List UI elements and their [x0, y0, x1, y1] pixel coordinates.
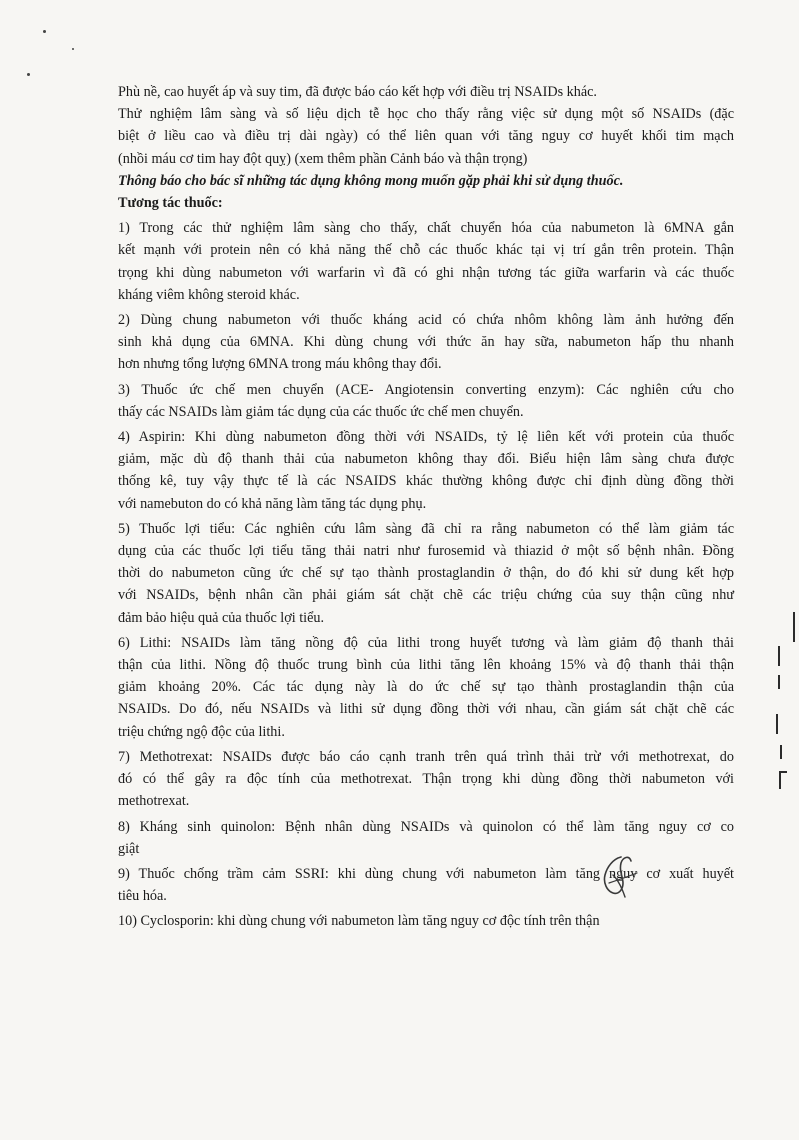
text-line: với NSAIDs, bệnh nhân cần phải giám sát chặt chẽ các triệu chứng của suy thận cũng như: [118, 587, 734, 604]
document-body: [118, 81, 734, 933]
text-line: 6) Lithi: NSAIDs làm tăng nồng độ của lithi trong huyết tương và làm giảm độ thanh thải: [118, 634, 734, 651]
text-line: sinh khả dụng của 6MNA. Khi dùng chung với thức ăn hay sữa, nabumeton hấp thu nhanh: [118, 334, 734, 351]
text-line: 2) Dùng chung nabumeton với thuốc kháng acid có chứa nhôm không làm ảnh hưởng đến: [118, 312, 734, 329]
text-line: 5) Thuốc lợi tiểu: Các nghiên cứu lâm sàng đã chỉ ra rằng nabumeton có thể làm giảm tác: [118, 520, 734, 537]
text-line: đó có thể gây ra độc tính của methotrexat. Thận trọng khi dùng đồng thời nabumeton với: [118, 771, 734, 788]
text-line: 1) Trong các thử nghiệm lâm sàng cho thấy, chất chuyển hóa của nabumeton là 6MNA gắn: [118, 220, 734, 237]
edge-artifact: [778, 675, 780, 689]
text-line: kháng viêm không steroid khác.: [118, 286, 300, 303]
edge-artifact: [778, 646, 780, 666]
scan-speck: [27, 73, 30, 76]
text-line: giật: [118, 840, 140, 857]
section-heading: Tương tác thuốc:: [118, 195, 223, 212]
text-line: thận của lithi. Nồng độ thuốc trung bình của lithi tăng lên khoảng 15% và độ thanh thải thận: [118, 657, 734, 674]
text-line: kết mạnh với protein nên có khả năng thế chỗ các thuốc khác tại vị trí gắn trên protein. Thận: [118, 242, 734, 259]
handwritten-signature: [591, 853, 651, 901]
edge-artifact: [779, 771, 787, 773]
text-line: thời do nabumeton cũng ức chế sự tạo thành prostaglandin ở thận, do đó khi sử dung kết hợp: [118, 565, 734, 582]
text-line: 4) Aspirin: Khi dùng nabumeton đồng thời với NSAIDs, tỷ lệ liên kết với protein của thuốc: [118, 429, 734, 446]
text-line: trọng khi dùng nabumeton với warfarin vì đã có ghi nhận tương tác giữa warfarin và các thuốc: [118, 264, 734, 281]
text-line: biệt ở liều cao và điều trị dài ngày) có thể liên quan với tăng nguy cơ huyết khối tim mạch: [118, 128, 734, 145]
text-line: 3) Thuốc ức chế men chuyển (ACE- Angiotensin converting enzym): Các nghiên cứu cho: [118, 381, 734, 398]
text-line: hơn nhưng tổng lượng 6MNA trong máu không thay đổi.: [118, 356, 442, 373]
text-line: thống kê, tuy vậy thực tế là các NSAIDS khác thường không được chỉ định dùng đồng thời: [118, 473, 734, 490]
text-line: methotrexat.: [118, 793, 190, 810]
text-line: 8) Kháng sinh quinolon: Bệnh nhân dùng NSAIDs và quinolon có thể làm tăng nguy cơ co: [118, 818, 734, 835]
text-line: dụng của các thuốc lợi tiểu tăng thải natri như furosemid và thiazid ở một số bệnh nhân. Đồng: [118, 543, 734, 560]
text-line: Thử nghiệm lâm sàng và số liệu dịch tễ học cho thấy rằng việc sử dụng một số NSAIDs (đặc: [118, 106, 734, 123]
edge-artifact: [779, 771, 781, 789]
text-line: giảm, mặc dù độ thanh thải của nabumeton không thay đổi. Biểu hiện lâm sàng chưa được: [118, 451, 734, 468]
text-line: đảm bảo hiệu quả của thuốc lợi tiểu.: [118, 609, 325, 626]
text-line: 7) Methotrexat: NSAIDs được báo cáo cạnh tranh trên quá trình thải trừ với methotrexat, do: [118, 748, 734, 765]
edge-artifact: [793, 612, 795, 642]
text-line: (nhồi máu cơ tim hay đột quỵ) (xem thêm phần Cảnh báo và thận trọng): [118, 150, 528, 167]
text-line: giảm khoảng 20%. Các tác dụng này là do ức chế sự tạo thành prostaglandin thận của: [118, 679, 734, 696]
text-line: với namebuton do có khả năng làm tăng tác dụng phụ.: [118, 495, 427, 512]
scan-speck: [43, 30, 46, 33]
text-line: 9) Thuốc chống trầm cảm SSRI: khi dùng chung với nabumeton làm tăng nguy cơ xuất huyết: [118, 865, 734, 882]
text-line: triệu chứng ngộ độc của lithi.: [118, 723, 285, 740]
text-line: Phù nề, cao huyết áp và suy tim, đã được báo cáo kết hợp với điều trị NSAIDs khác.: [118, 84, 597, 100]
notice-line: Thông báo cho bác sĩ những tác dụng không mong muốn gặp phải khi sử dụng thuốc.: [118, 172, 624, 189]
text-line: NSAIDs. Do đó, nếu NSAIDs và lithi sử dụng đồng thời với nhau, cần giám sát chặt chẽ các: [118, 701, 734, 718]
edge-artifact: [780, 745, 782, 759]
text-line: 10) Cyclosporin: khi dùng chung với nabumeton làm tăng nguy cơ độc tính trên thận: [118, 913, 600, 930]
edge-artifact: [776, 714, 778, 734]
scan-speck: [72, 48, 74, 50]
text-line: thấy các NSAIDs làm giảm tác dụng của các thuốc ức chế men chuyển.: [118, 403, 524, 420]
text-line: tiêu hóa.: [118, 888, 167, 905]
